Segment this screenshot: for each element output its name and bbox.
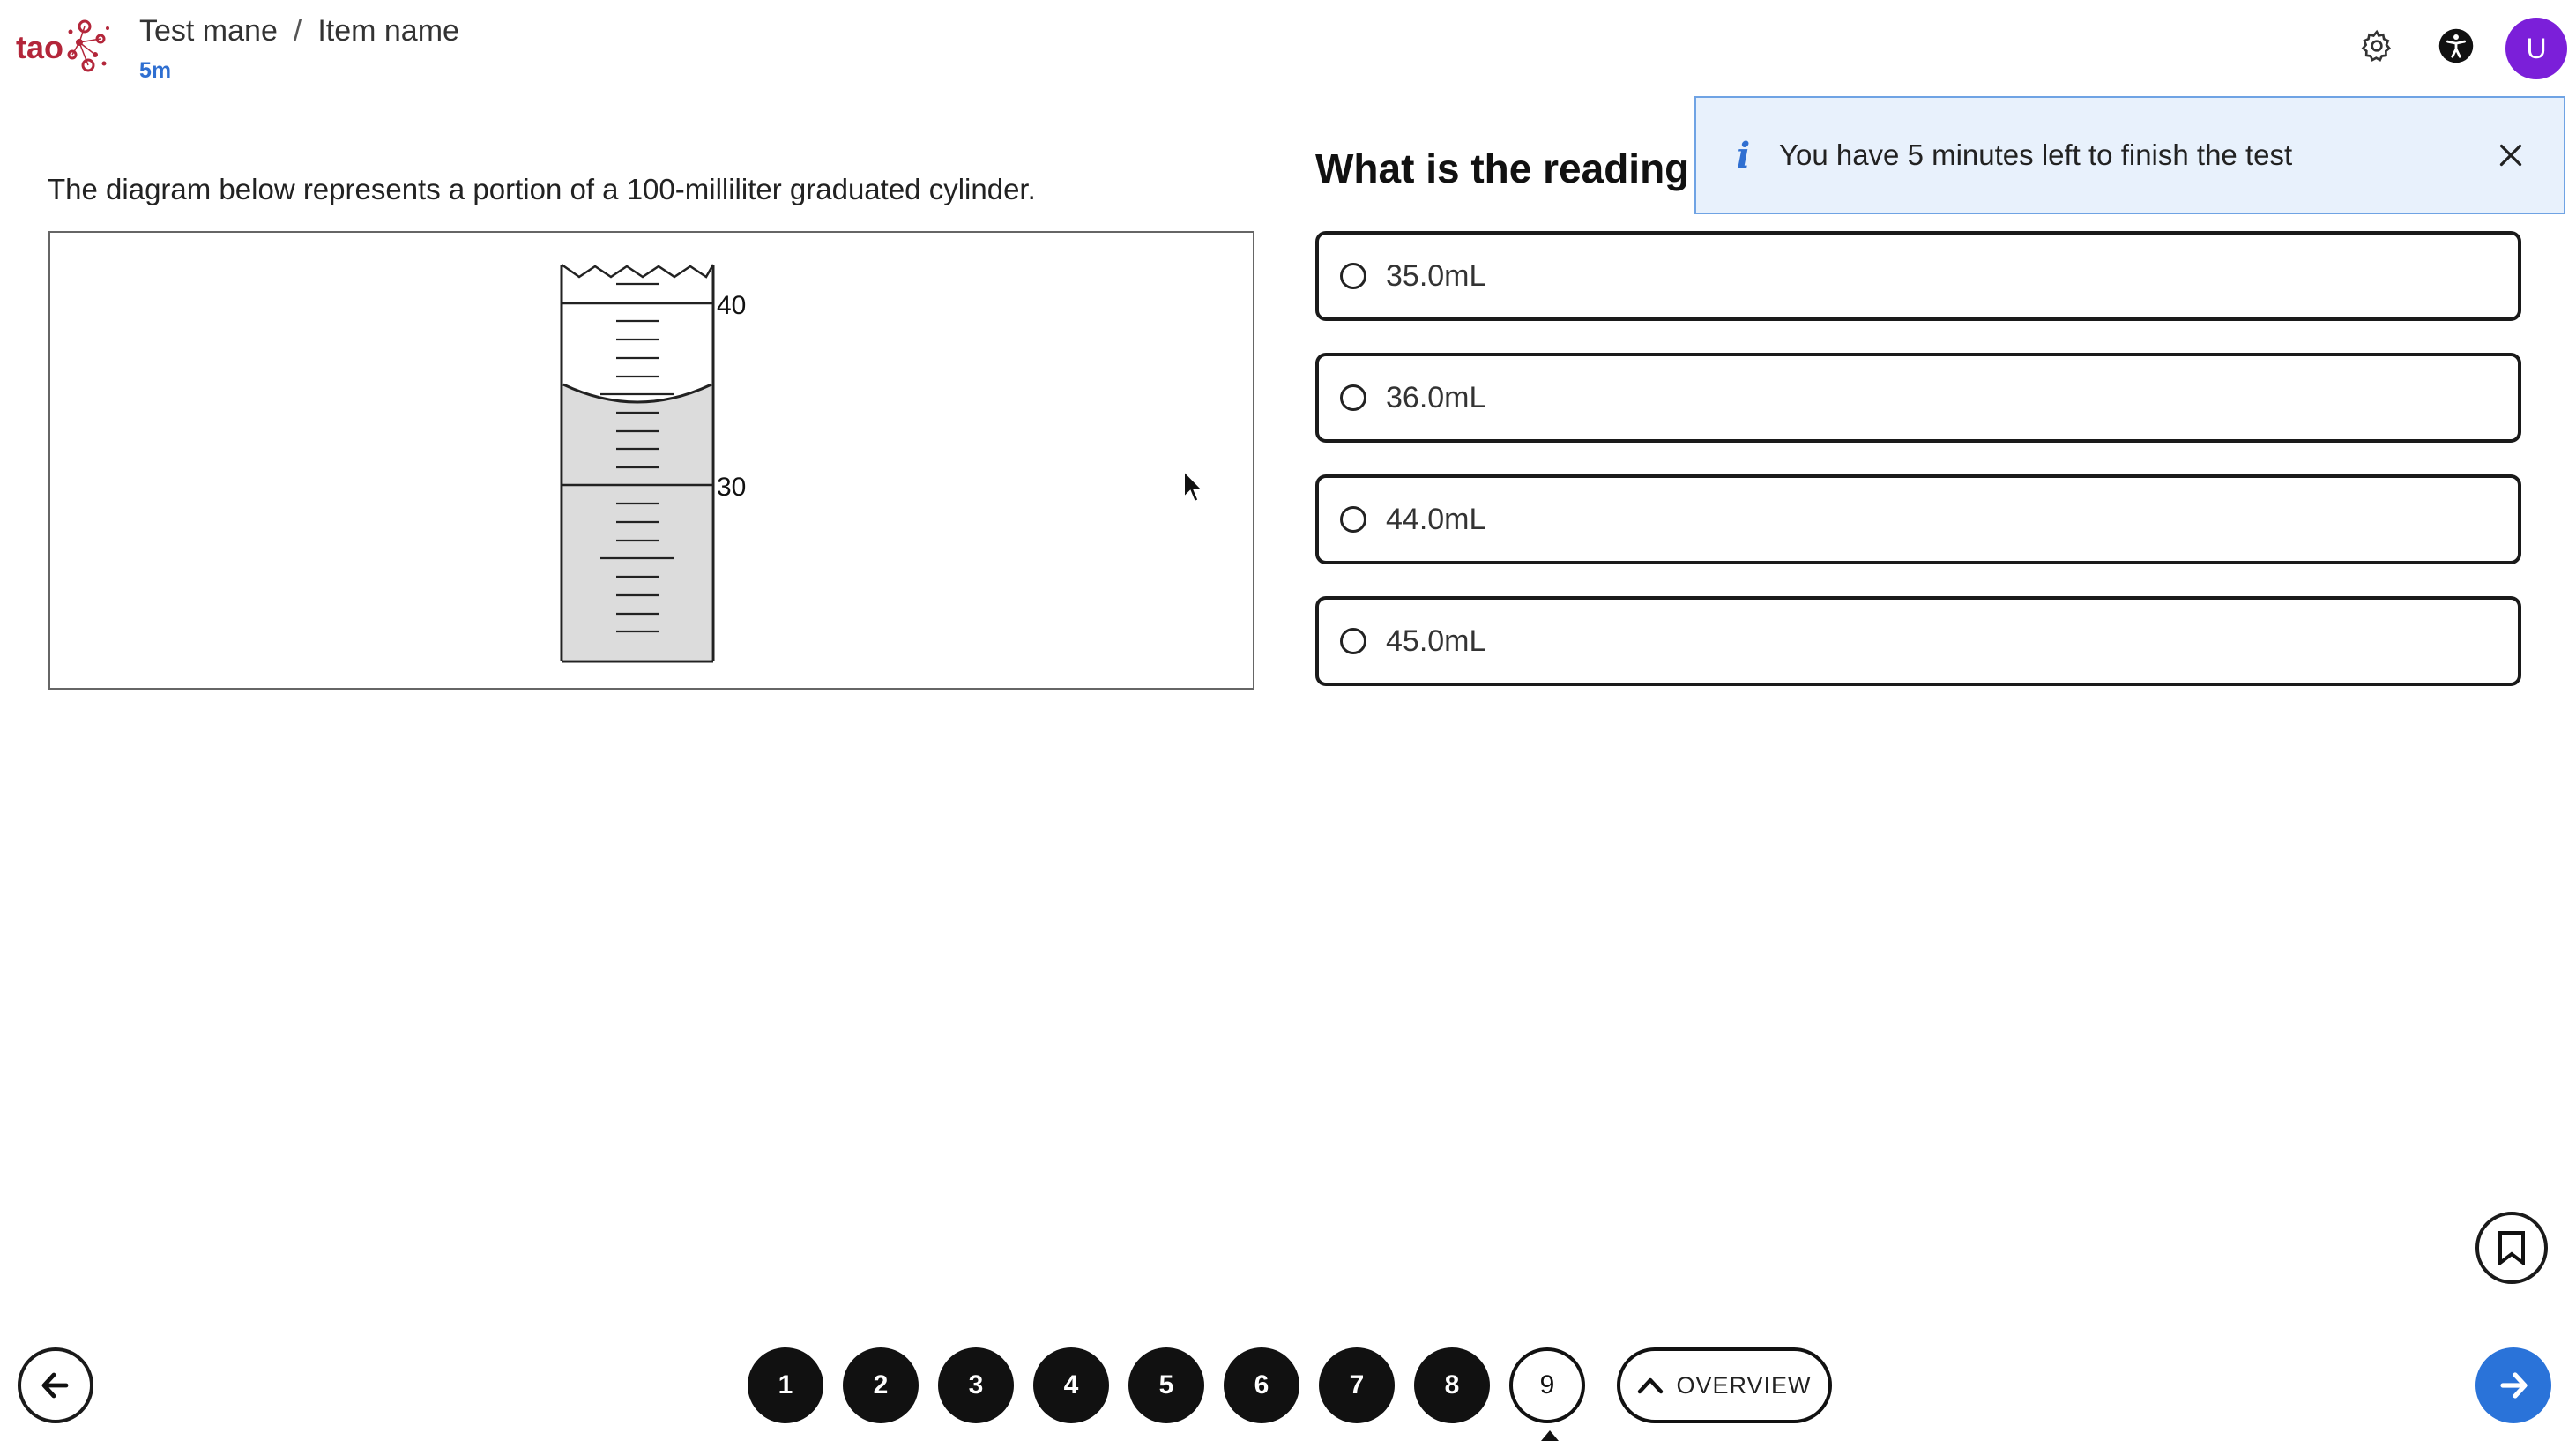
avatar-initial: U: [2526, 32, 2547, 64]
gear-icon[interactable]: [2354, 23, 2400, 69]
graduated-cylinder-figure: [48, 231, 1254, 690]
page-button-4[interactable]: 4: [1033, 1347, 1109, 1423]
page-button-6[interactable]: 6: [1224, 1347, 1299, 1423]
close-icon[interactable]: [2484, 129, 2537, 182]
breadcrumb-test-name: Test mane: [139, 14, 278, 48]
stimulus-text: The diagram below represents a portion of a 100-milliliter graduated cylinder.: [48, 173, 1036, 205]
radio-button[interactable]: [1340, 506, 1366, 533]
user-avatar[interactable]: [2505, 18, 2567, 79]
current-page-caret-icon: [1541, 1430, 1559, 1441]
chevron-up-icon: [1637, 1377, 1664, 1394]
arrow-right-icon: [2496, 1368, 2531, 1403]
page-button-3[interactable]: 3: [938, 1347, 1014, 1423]
bookmark-button[interactable]: [2475, 1212, 2548, 1284]
page-button-8[interactable]: 8: [1414, 1347, 1490, 1423]
choice-label: 45.0mL: [1386, 623, 1486, 658]
tao-logo: [16, 12, 113, 79]
breadcrumb-separator: /: [293, 14, 302, 48]
choice-d[interactable]: [1315, 596, 2521, 686]
choice-a[interactable]: [1315, 231, 2521, 321]
page-navigation: [748, 1347, 1832, 1423]
page-button-1[interactable]: 1: [748, 1347, 823, 1423]
page-button-5[interactable]: 5: [1128, 1347, 1204, 1423]
graduation-label-40: 40: [717, 291, 747, 320]
timer: 5m: [139, 58, 172, 83]
graduation-label-30: 30: [717, 473, 747, 502]
cylinder-diagram: [50, 233, 1253, 688]
question-prompt: What is the reading: [1315, 146, 1690, 191]
overview-label: OVERVIEW: [1676, 1371, 1812, 1399]
logo-text: tao: [16, 29, 63, 65]
radio-button[interactable]: [1340, 263, 1366, 289]
page-button-9-current[interactable]: [1509, 1347, 1585, 1423]
overview-button[interactable]: [1617, 1347, 1832, 1423]
breadcrumb: [139, 14, 459, 49]
previous-button[interactable]: [18, 1347, 93, 1423]
choice-c[interactable]: [1315, 474, 2521, 564]
time-warning-notification: [1694, 96, 2565, 214]
choice-label: 36.0mL: [1386, 380, 1486, 414]
page-button-7[interactable]: 7: [1319, 1347, 1395, 1423]
breadcrumb-item-name: Item name: [317, 14, 459, 48]
page-number: 9: [1539, 1370, 1555, 1399]
choice-b[interactable]: [1315, 353, 2521, 443]
notification-message: You have 5 minutes left to finish the test: [1779, 138, 2293, 171]
mouse-cursor-icon: [1182, 469, 1207, 509]
choice-label: 44.0mL: [1386, 502, 1486, 536]
info-icon: i: [1737, 134, 1751, 176]
arrow-left-icon: [38, 1368, 73, 1403]
radio-button[interactable]: [1340, 384, 1366, 411]
choice-label: 35.0mL: [1386, 258, 1486, 293]
page-button-2[interactable]: 2: [843, 1347, 919, 1423]
bookmark-icon: [2497, 1230, 2527, 1265]
next-button[interactable]: [2475, 1347, 2551, 1423]
radio-button[interactable]: [1340, 628, 1366, 654]
accessibility-icon[interactable]: [2433, 23, 2479, 69]
